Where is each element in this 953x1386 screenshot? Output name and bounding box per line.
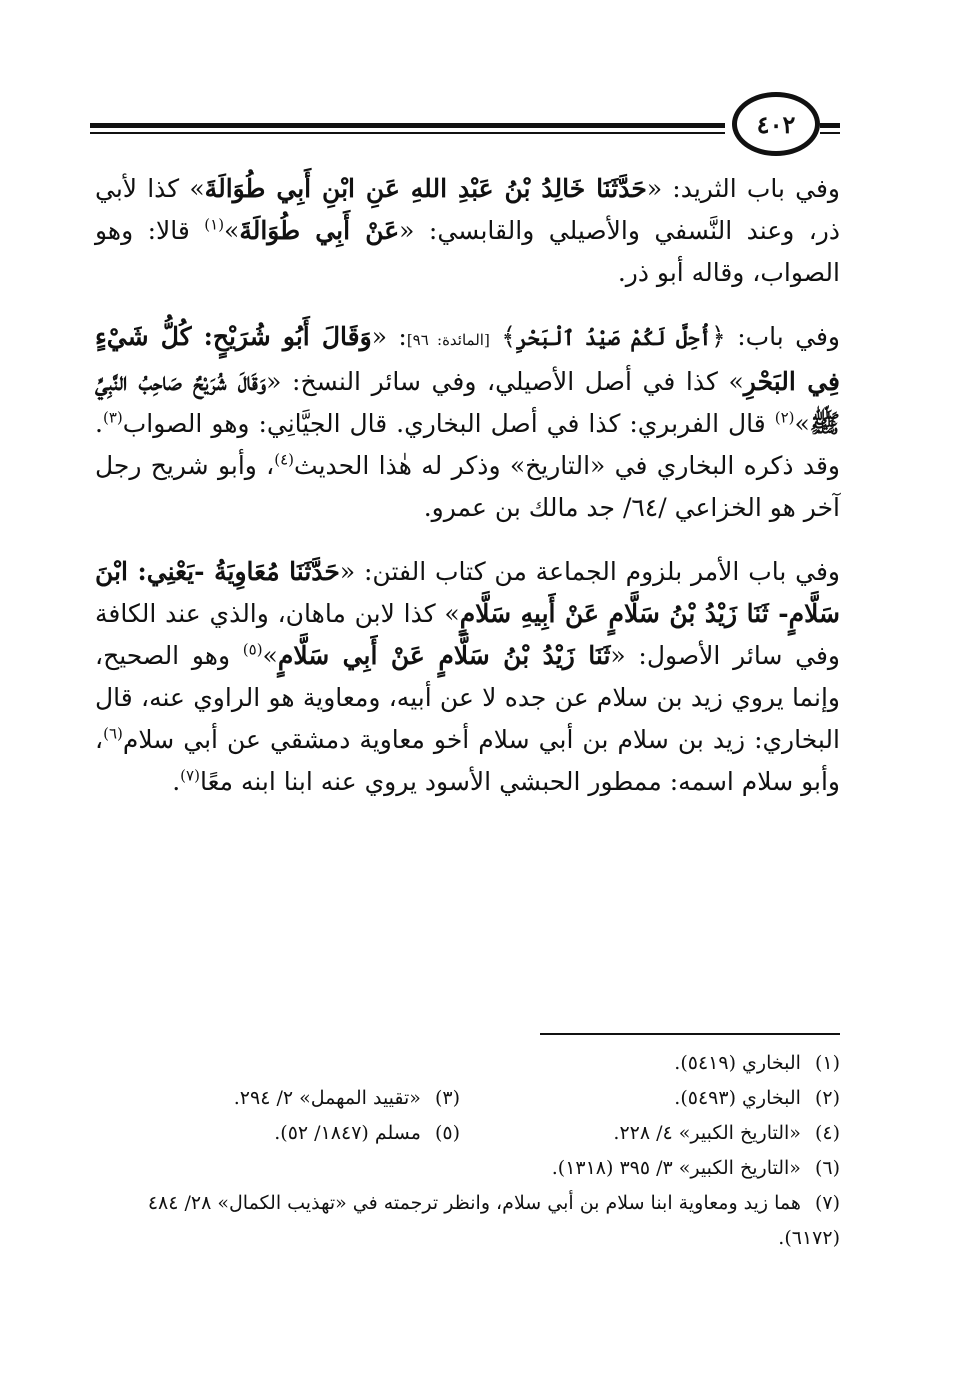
- footnote-3: [234, 1081, 460, 1116]
- footnote-number: (٣): [434, 1087, 460, 1109]
- footnote-4: [460, 1116, 840, 1151]
- footnote-number: (٤): [814, 1122, 840, 1144]
- footnote-text: «التاريخ الكبير» ٤/ ٢٢٨.: [613, 1122, 801, 1144]
- text-run: »: [224, 216, 240, 245]
- text-run: »: [794, 409, 810, 438]
- text-run: وفي باب: ﴿: [711, 322, 841, 351]
- footnote-row: [95, 1116, 840, 1151]
- paragraph-3: [95, 551, 840, 803]
- footnote-marker[interactable]: (٣): [102, 408, 123, 427]
- text-run: » كذا لأبي ذر، وعند النَّسفي والأصيلي والقابسي: «: [95, 174, 840, 245]
- page-number: ٤٠٢: [732, 92, 820, 156]
- text-run: وفي باب الثريد: «: [646, 174, 841, 203]
- text-run: .: [172, 767, 181, 796]
- hadith-quote: ثَنَا زَيْدُ بْنُ سَلَّامٍ عَنْ أَبِي سَلَّامٍ: [277, 641, 611, 670]
- footnote-number: (٧): [814, 1192, 840, 1214]
- header-rule-stub: [820, 123, 840, 128]
- footnote-separator: [540, 1033, 840, 1035]
- footnote-1: [460, 1046, 840, 1081]
- hadith-quote: حَدَّثَنَا مُعَاوِيَةُ -يَعْنِي: ابْنَ سَلَّامٍ- ثَنَا زَيْدُ بْنُ سَلَّامٍ عَنْ أَبِيهِ سَلَّامٍ: [95, 557, 841, 628]
- footnote-marker[interactable]: (٢): [774, 408, 795, 427]
- hadith-quote: عَنْ أَبِي طُوَالَةَ: [239, 216, 400, 245]
- text-run: ، وأبو سلام اسمه: ممطور الحبشي الأسود يروي عنه ابنا ابنه معًا: [95, 725, 840, 796]
- quran-reference: [المائدة: ٩٦]: [406, 331, 490, 349]
- header-rule-thin: [90, 132, 725, 134]
- text-run: وهو الصحيح، وإنما يروي زيد بن سلام عن جده لا عن أبيه، ومعاوية هو الراوي عنه، قال البخاري: زيد بن سلام بن أبي سلام أخو معاوية دمشقي عن أبي سلام: [95, 641, 840, 754]
- page-header: [90, 92, 840, 162]
- text-run: : «: [371, 322, 407, 351]
- footnote-row: [95, 1046, 840, 1081]
- text-run: وفي باب الأمر بلزوم الجماعة من كتاب الفتن: «: [339, 557, 840, 586]
- footnote-number: (٢): [814, 1087, 840, 1109]
- main-text: [95, 168, 840, 825]
- footnote-2: [460, 1081, 840, 1116]
- footnote-marker[interactable]: (٧): [180, 766, 200, 785]
- footnote-text: البخاري (٥٤١٩).: [674, 1052, 801, 1074]
- text-run: ، وأبو شريح رجل آخر هو الخزاعي /٦٤/ جد مالك بن عمرو.: [95, 451, 840, 522]
- text-run: قالا: وهو الصواب، وقاله أبو ذر.: [95, 216, 840, 287]
- hadith-quote: وَقَالَ شُرَيْحٌ صَاحِبُ النَّبِيِّ ﷺ: [95, 367, 840, 438]
- footnote-7: [95, 1186, 840, 1256]
- quran-quote: أُحِلَّ لَكُمْ صَيْدُ ٱلْبَحْرِ: [515, 326, 712, 350]
- footnote-6: [460, 1151, 840, 1186]
- footnote-row: [95, 1081, 840, 1116]
- footnote-text: مسلم (١٨٤٧/ ٥٢).: [274, 1122, 421, 1144]
- text-run: » كذا لابن ماهان، والذي عند الكافة وفي سائر الأصول: «: [95, 599, 841, 670]
- footnote-5: [274, 1116, 460, 1151]
- paragraph-2: [95, 316, 840, 529]
- footnote-row: [95, 1151, 840, 1186]
- footnote-marker[interactable]: (١): [204, 215, 225, 234]
- header-rule-stub-thin: [820, 132, 840, 134]
- footnote-marker[interactable]: (٤): [274, 450, 295, 469]
- text-run: . وقد ذكره البخاري في «التاريخ» وذكر له هٰذا الحديث: [95, 409, 840, 480]
- hadith-quote: وَقَالَ أَبُو شُرَيْحٍ: كُلُّ شَيْءٍ فِي البَحْرِ: [95, 322, 840, 396]
- paragraph-1: [95, 168, 840, 294]
- text-run: قال الفربري: كذا في أصل البخاري. قال الجيَّانِي: وهو الصواب: [122, 409, 775, 438]
- footnote-text: «التاريخ الكبير» ٣/ ٣٩٥ (١٣١٨).: [551, 1157, 801, 1179]
- text-run: ﴾: [489, 322, 516, 351]
- text-run: » كذا في أصل الأصيلي، وفي سائر النسخ: «: [266, 367, 744, 396]
- hadith-quote: حَدَّثَنَا خَالِدُ بْنُ عَبْدِ اللهِ عَنِ ابْنِ أَبِي طُوَالَةَ: [204, 174, 647, 203]
- header-rule: [90, 123, 725, 128]
- footnotes: [95, 1046, 840, 1256]
- footnote-marker[interactable]: (٥): [242, 640, 263, 659]
- footnote-text: هما زيد ومعاوية ابنا سلام بن أبي سلام، وانظر ترجمته في «تهذيب الكمال» ٢٨/ ٤٨٤ (٦١٧٢).: [147, 1192, 840, 1249]
- footnote-number: (٦): [814, 1157, 840, 1179]
- footnote-number: (٥): [434, 1122, 460, 1144]
- footnote-number: (١): [814, 1052, 840, 1074]
- footnote-text: البخاري (٥٤٩٣).: [674, 1087, 801, 1109]
- footnote-marker[interactable]: (٦): [103, 724, 123, 743]
- footnote-text: «تقييد المهمل» ٢/ ٢٩٤.: [233, 1087, 421, 1109]
- text-run: »: [262, 641, 278, 670]
